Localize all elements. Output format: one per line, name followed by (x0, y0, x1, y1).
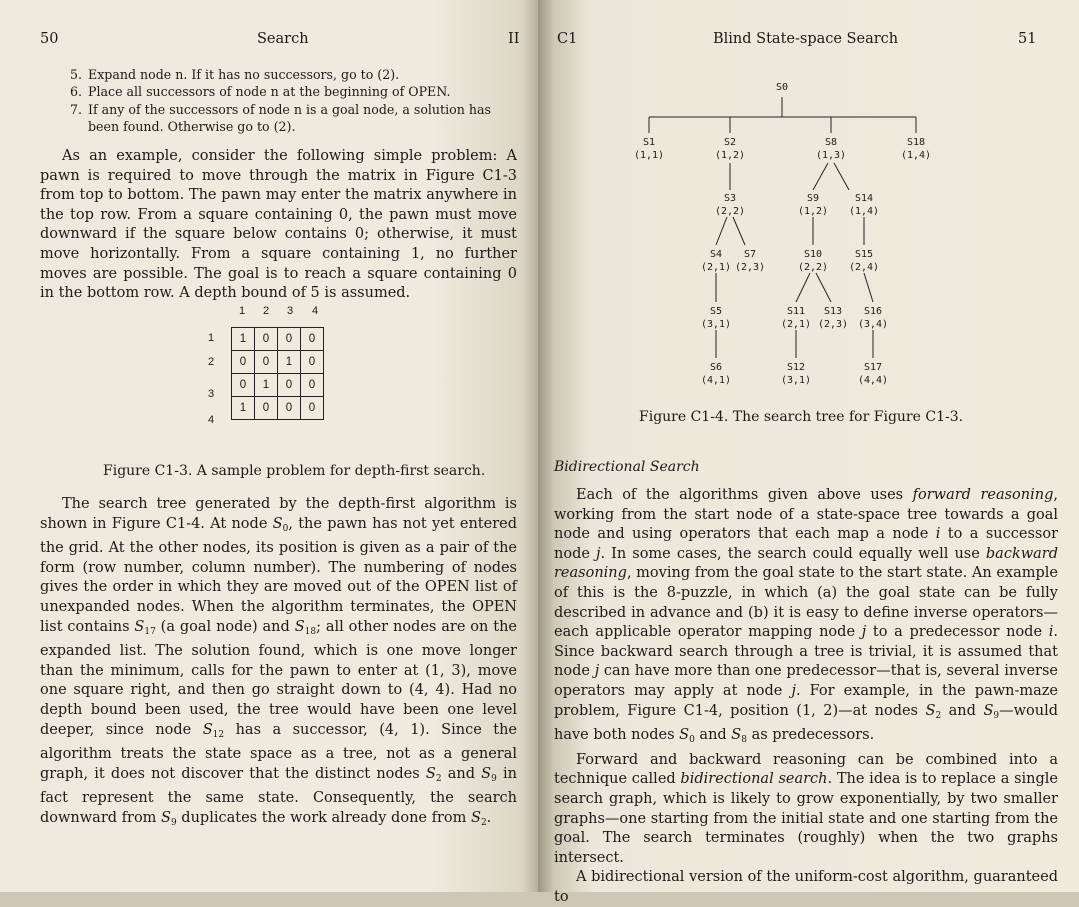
grid-cell: 0 (255, 351, 278, 374)
text-run: . For example, in the pawn-maze problem, Figure C1-4, position (1, 2)—at nodes (554, 682, 1058, 719)
grid-row-label: 1 (208, 332, 215, 344)
text-run: to a successor node (554, 526, 1058, 562)
tree-edge (796, 273, 810, 302)
tree-node-s15: S15 (2,4) (848, 249, 880, 273)
grid-col-label: 2 (263, 305, 270, 317)
tree-node-s17: S17 (4,4) (857, 362, 889, 386)
grid-cell: 1 (232, 328, 255, 351)
grid-row-label: 2 (208, 356, 215, 368)
tree-node-s14: S14 (1,4) (848, 193, 880, 217)
tree-node-s18: S18 (1,4) (900, 137, 932, 161)
symbol: S (161, 809, 171, 826)
symbol: i (1048, 624, 1054, 641)
text-run: Forward and backward reasoning can be combined into a technique called (554, 751, 1058, 788)
grid-cell: 1 (255, 374, 278, 397)
tree-node-s9: S9 (1,2) (797, 193, 829, 217)
right-page (538, 0, 1079, 905)
text-run: . In some cases, the search could equally well use (600, 545, 986, 562)
grid-cell: 0 (301, 328, 324, 351)
tree-node-s1: S1 (1,1) (633, 137, 665, 161)
grid-cell: 0 (255, 397, 278, 420)
symbol: S (294, 618, 305, 635)
step-number: 5. (70, 67, 83, 82)
symbol: j (791, 682, 796, 699)
subscript: 18 (304, 626, 317, 637)
grid-col-label: 4 (312, 305, 319, 317)
tree-edge (716, 217, 727, 245)
right-section-marker: C1 (557, 31, 578, 47)
paragraph: A bidirectional version of the uniform-cost algorithm, guaranteed to (554, 869, 1058, 905)
grid-cell: 1 (232, 397, 255, 420)
paragraph (554, 486, 1058, 751)
section-heading: Bidirectional Search (554, 459, 700, 475)
grid-row-label: 4 (208, 414, 215, 426)
left-running-title: Search (257, 31, 309, 47)
text-run: has a successor, (4, 1). Since the algorithm treats the state space as a tree, not as a general graph, it does not discover that the distinct nodes (40, 721, 517, 782)
grid-col-label: 3 (287, 305, 294, 317)
symbol: j (595, 545, 601, 562)
symbol: S (481, 765, 492, 782)
tree-edge (834, 163, 849, 190)
grid-cell: 0 (232, 374, 255, 397)
algorithm-steps (70, 66, 510, 135)
text-run: and (941, 702, 984, 719)
tree-node-s7: S7 (2,3) (734, 249, 766, 273)
text-run: duplicates the work already done from (176, 809, 471, 826)
tree-edge (813, 163, 828, 190)
text-run: . (486, 809, 492, 826)
step-text: Place all successors of node n at the beginning of OPEN. (88, 84, 451, 100)
grid-cell: 0 (301, 351, 324, 374)
symbol: S (731, 727, 742, 744)
subscript: 17 (144, 626, 156, 637)
tree-node-s3: S3 (2,2) (714, 193, 746, 217)
symbol: i (935, 526, 941, 543)
subscript: 0 (282, 523, 289, 534)
left-page-number: 50 (40, 31, 59, 47)
tree-node-s11: S11 (2,1) (780, 306, 812, 330)
tree-edge (816, 273, 831, 302)
grid-row-label: 3 (208, 388, 215, 400)
tree-node-s8: S8 (1,3) (815, 137, 847, 161)
term: bidirectional search (680, 771, 828, 788)
left-page (0, 0, 538, 892)
tree-node-s2: S2 (1,2) (714, 137, 746, 161)
symbol: j (594, 663, 600, 680)
text-run: , the pawn has not yet entered the grid. At the other nodes, its position is given as a pair of the form (row number, column number). The numbering of nodes gives the order in which they are moved out of the OPEN list of unexpanded nodes. When the algorithm terminates, the OPEN list contains (40, 515, 517, 635)
text-run: and (694, 727, 732, 744)
text-run: (a goal node) and (155, 618, 295, 635)
right-running-title: Blind State-space Search (713, 31, 899, 47)
tree-node-s12: S12 (3,1) (780, 362, 812, 386)
symbol: S (134, 618, 145, 635)
figure-c1-4-caption: Figure C1-4. The search tree for Figure C1-3. (639, 409, 964, 425)
grid-cell: 0 (278, 328, 301, 351)
text-run: in fact represent the same state. Consequently, the search downward from (40, 765, 517, 826)
grid-cell: 1 (278, 351, 301, 374)
paragraph (554, 751, 1058, 869)
grid-cell: 0 (301, 397, 324, 420)
example-paragraph: As an example, consider the following simple problem: A pawn is required to move through the matrix in Figure C1-3 from top to bottom. The pawn may enter the matrix anywhere in the top row. From a square containing 0, the pawn must move downward if the square below contains 0; otherwise, it must move horizontally. From a square containing 1, no further moves are possible. The goal is to reach a square containing 0 in the bottom row. A depth bound of 5 is assumed. (40, 148, 517, 302)
tree-node-s10: S10 (2,2) (797, 249, 829, 273)
grid-cell: 0 (301, 374, 324, 397)
right-page-number: 51 (1018, 31, 1037, 47)
term: forward reasoning (912, 487, 1054, 503)
tree-edge (733, 217, 745, 245)
text-run: as predecessors. (746, 727, 875, 744)
tree-node-s4: S4 (2,1) (700, 249, 732, 273)
subscript: 9 (491, 773, 497, 784)
text-run: . The idea is to replace a single search graph, which is likely to grow exponentially, by two smaller graphs—one starting from the initial state and one starting from the goal. The search terminates (roughly) when the two graphs intersect. (554, 771, 1058, 866)
tree-node-s5: S5 (3,1) (700, 306, 732, 330)
text-run: to a predecessor node (866, 624, 1049, 641)
text-run: and (441, 765, 482, 782)
tree-node-s13: S13 (2,3) (817, 306, 849, 330)
subscript: 2 (435, 773, 442, 784)
text-run: can have more than one predecessor—that is, several inverse operators may apply at node (554, 663, 1058, 699)
text-run: , moving from the goal state to the start state. An example of this is the 8-puzzle, in which (a) the goal state can be fully described in advance and (b) it is easy to define inverse operators—each applicable operator mapping node (554, 565, 1058, 641)
symbol: S (679, 727, 690, 744)
subscript: 9 (993, 710, 1000, 721)
symbol: S (425, 765, 436, 782)
text-run: . Since backward search through a tree is trivial, it is assumed that node (554, 624, 1058, 680)
grid-col-label: 1 (239, 305, 246, 317)
step-item (70, 83, 510, 100)
step-text: If any of the successors of node n is a goal node, a solution has been found. Otherwise go to (2). (88, 101, 491, 134)
text-run: ; all other nodes are on the expanded list. The solution found, which is one move longer than the minimum, calls for the pawn to enter at (1, 3), move one square right, and then go straight down to (4, 4). Had no depth bound been used, the tree would have been one level deeper, since node (40, 618, 517, 738)
pawn-maze-grid (231, 327, 324, 420)
symbol: S (272, 515, 283, 532)
step-number: 7. (70, 101, 83, 117)
text-run: , working from the start node of a state-space tree towards a goal node and using operators that each map a node (554, 487, 1058, 543)
tree-node-s6: S6 (4,1) (700, 362, 732, 386)
step-item (70, 101, 510, 136)
symbol: S (925, 702, 936, 719)
tree-node-s16: S16 (3,4) (857, 306, 889, 330)
step-number: 6. (70, 84, 83, 100)
left-section-marker: II (508, 31, 520, 47)
text-run: Each of the algorithms given above uses (576, 487, 913, 503)
subscript: 12 (212, 729, 225, 740)
step-text: Expand node n. If it has no successors, go to (2). (88, 67, 400, 82)
text-run: —would have both nodes (554, 702, 1059, 744)
depth-first-paragraph (40, 495, 517, 834)
grid-cell: 0 (255, 328, 278, 351)
symbol: S (471, 809, 481, 826)
symbol: j (861, 624, 867, 641)
text-run: The search tree generated by the depth-first algorithm is shown in Figure C1-4. At node (40, 496, 517, 532)
subscript: 9 (170, 817, 177, 828)
term: backward reasoning (554, 545, 1058, 582)
symbol: S (983, 702, 994, 719)
subscript: 2 (480, 817, 487, 828)
subscript: 0 (689, 735, 695, 746)
grid-cell: 0 (232, 351, 255, 374)
symbol: S (202, 721, 213, 738)
grid-cell: 0 (278, 397, 301, 420)
bidirectional-text (554, 486, 1058, 907)
tree-node-s0: S0 (775, 82, 789, 93)
subscript: 8 (741, 735, 747, 746)
step-item (70, 66, 510, 83)
figure-c1-3-caption: Figure C1-3. A sample problem for depth-first search. (103, 463, 486, 479)
subscript: 2 (935, 710, 942, 721)
grid-cell: 0 (278, 374, 301, 397)
tree-edge (864, 273, 873, 302)
